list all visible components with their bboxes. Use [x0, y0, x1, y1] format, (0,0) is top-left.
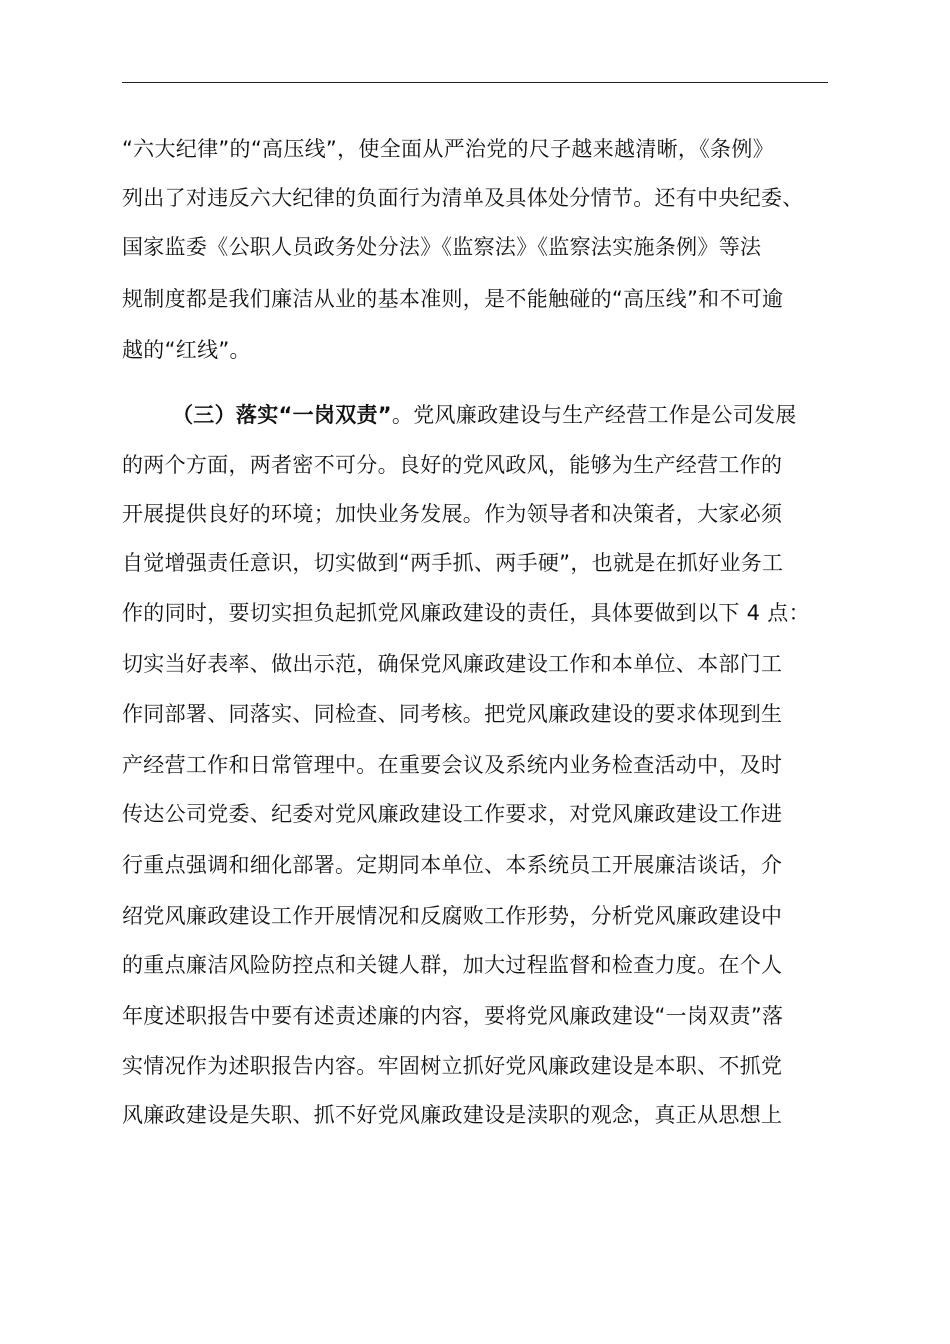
paragraph2-line-4: 自觉增强责任意识，切实做到“两手抓、两手硬”，也就是在抓好业务工 [122, 551, 784, 575]
paragraph2-line-1 [172, 402, 797, 428]
section-heading: （三）落实“一岗双责” [172, 403, 392, 427]
paragraph2-line-1-text: 。党风廉政建设与生产经营工作是公司发展 [391, 403, 797, 427]
paragraph2-line-6: 切实当好表率、做出示范，确保党风廉政建设工作和本单位、本部门工 [122, 652, 783, 676]
paragraph2-line-9: 传达公司党委、纪委对党风廉政建设工作要求，对党风廉政建设工作进 [122, 802, 783, 826]
paragraph1-line-3: 国家监委《公职人员政务处分法》《监察法》《监察法实施条例》等法 [122, 235, 762, 259]
paragraph2-line-7: 作同部署、同落实、同检查、同考核。把党风廉政建设的要求体现到生 [122, 702, 783, 726]
paragraph2-line-13: 年度述职报告中要有述责述廉的内容，要将党风廉政建设“一岗双责”落 [122, 1004, 784, 1028]
paragraph1-line-2: 列出了对违反六大纪律的负面行为清单及具体处分情节。还有中央纪委、 [122, 186, 804, 210]
paragraph2-line-12: 的重点廉洁风险防控点和关键人群，加大过程监督和检查力度。在个人 [122, 953, 783, 977]
paragraph2-line-2: 的两个方面，两者密不可分。良好的党风政风，能够为生产经营工作的 [122, 453, 783, 477]
paragraph2-line-3: 开展提供良好的环境；加快业务发展。作为领导者和决策者，大家必须 [122, 502, 783, 526]
paragraph1-line-4: 规制度都是我们廉洁从业的基本准则，是不能触碰的“高压线”和不可逾 [122, 287, 784, 311]
paragraph1-line-5: 越的“红线”。 [122, 338, 251, 362]
paragraph1-line-1: “六大纪律”的“高压线”，使全面从严治党的尺子越来越清晰，《条例》 [122, 137, 774, 161]
paragraph2-line-11: 绍党风廉政建设工作开展情况和反腐败工作形势，分析党风廉政建设中 [122, 904, 783, 928]
paragraph2-line-10: 行重点强调和细化部署。定期同本单位、本系统员工开展廉洁谈话，介 [122, 853, 783, 877]
paragraph2-line-5: 作的同时，要切实担负起抓党风廉政建设的责任，具体要做到以下 4 点： [122, 601, 810, 625]
paragraph2-line-14: 实情况作为述职报告内容。牢固树立抓好党风廉政建设是本职、不抓党 [122, 1054, 783, 1078]
header-rule [122, 82, 828, 83]
paragraph2-line-8: 产经营工作和日常管理中。在重要会议及系统内业务检查活动中，及时 [122, 753, 783, 777]
paragraph2-line-15: 风廉政建设是失职、抓不好党风廉政建设是渎职的观念，真正从思想上 [122, 1103, 783, 1127]
